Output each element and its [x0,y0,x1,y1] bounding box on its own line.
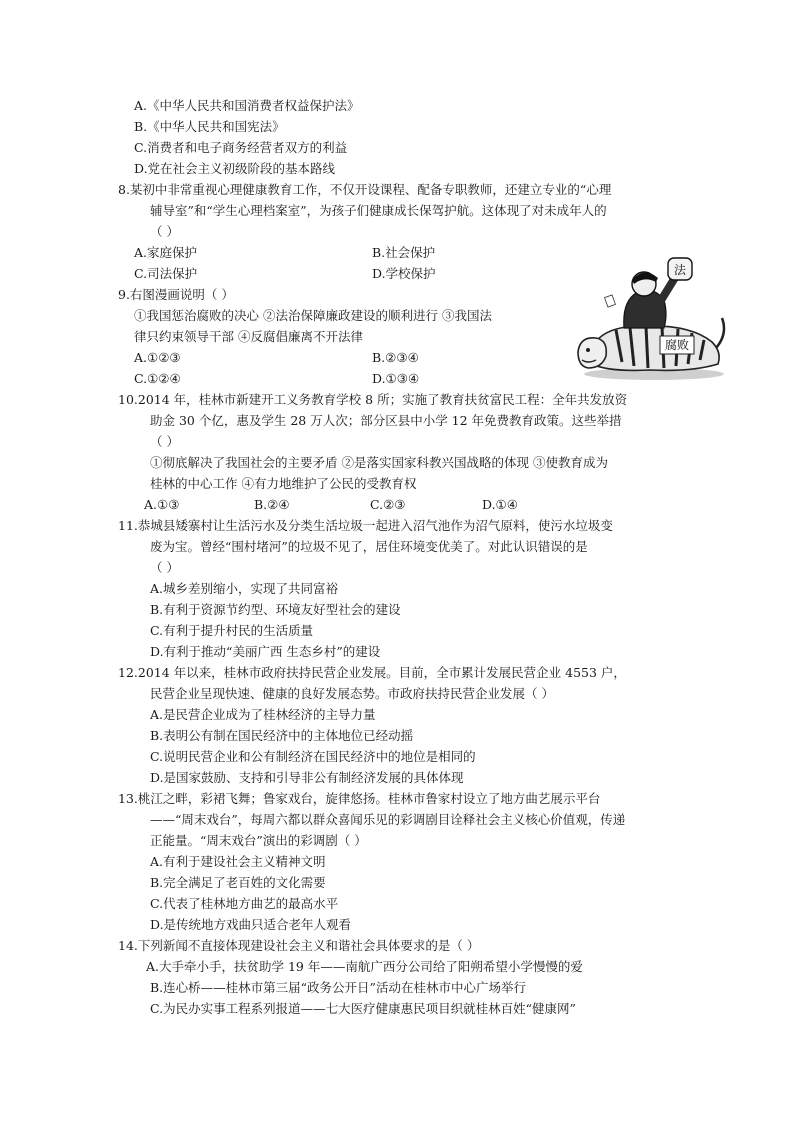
q13-stem-line-3: 正能量。“周末戏台”演出的彩调剧（ ） [150,833,367,848]
q13-stem-line-2: ——“周末戏台”，每周六都以群众喜闻乐见的彩调剧目诠释社会主义核心价值观，传递 [150,812,626,827]
q13-option-b: B.完全满足了老百姓的文化需要 [150,875,326,890]
q12-stem-line-2: 民营企业呈现快速、健康的良好发展态势。市政府扶持民营企业发展（ ） [150,686,554,701]
q10-option-d: D.①④ [482,497,518,512]
q13-option-d: D.是传统地方戏曲只适合老年人观看 [150,917,352,932]
tiger-tail [716,318,724,348]
q9-stem-line-3: 律只约束领导干部 ④反腐倡廉离不开法律 [134,329,363,344]
q14-option-c: C.为民办实事工程系列报道——七大医疗健康惠民项目织就桂林百姓“健康网” [150,1001,576,1016]
q10-stem-line-3: （ ） [150,434,179,449]
q8-option-b: B.社会保护 [372,245,436,260]
q11-option-d: D.有利于推动“美丽广西 生态乡村”的建设 [150,644,381,659]
q8-stem-line-2: 辅导室”和“学生心理档案室”，为孩子们健康成长保驾护航。这体现了对未成年人的 [150,203,607,218]
q13-option-a: A.有利于建设社会主义精神文明 [150,854,326,869]
q11-stem-line-1: 11.恭城县矮寨村让生活污水及分类生活垃圾一起进入沼气池作为沼气原料，使污水垃圾变 [118,518,613,533]
q10-stem-line-4: ①彻底解决了我国社会的主要矛盾 ②是落实国家科教兴国战略的体现 ③使教育成为 [150,455,608,470]
tiger-body [592,326,719,371]
q7-option-a: A.《中华人民共和国消费者权益保护法》 [134,98,360,113]
q9-option-d: D.①③④ [372,371,420,386]
q11-option-b: B.有利于资源节约型、环境友好型社会的建设 [150,602,401,617]
q8-stem-line-1: 8.某初中非常重视心理健康教育工作，不仅开设课程、配备专职教师，还建立专业的“心理 [118,182,612,197]
q9-option-b: B.②③④ [372,350,419,365]
flying-paper [605,295,616,307]
fist-label: 法 [673,263,687,277]
tiger-label: 腐败 [664,338,690,352]
q12-option-c: C.说明民营企业和公有制经济在国民经济中的地位是相同的 [150,749,476,764]
q9-stem-line-2: ①我国惩治腐败的决心 ②法治保障廉政建设的顺利进行 ③我国法 [134,308,492,323]
q12-option-d: D.是国家鼓励、支持和引导非公有制经济发展的具体体现 [150,770,464,785]
q10-stem-line-5: 桂林的中心工作 ④有力地维护了公民的受教育权 [150,476,417,491]
tiger-eye [586,348,590,352]
q9-option-c: C.①②④ [134,371,181,386]
q9-option-a: A.①②③ [134,350,181,365]
q10-option-a: A.①③ [144,497,180,512]
q7-option-d: D.党在社会主义初级阶段的基本路线 [134,161,336,176]
q8-option-c: C.司法保护 [134,266,198,281]
q8-stem-line-3: （ ） [150,224,179,239]
q14-option-a: A.大手牵小手，扶贫助学 19 年——南航广西分公司给了阳朔希望小学慢慢的爱 [146,959,583,974]
q11-option-a: A.城乡差别缩小，实现了共同富裕 [150,581,339,596]
q8-option-d: D.学校保护 [372,266,436,281]
q13-stem-line-1: 13.桃江之畔，彩裙飞舞；鲁家戏台，旋律悠扬。桂林市鲁家村设立了地方曲艺展示平台 [118,791,601,806]
tiger-head [578,338,606,368]
q7-option-b: B.《中华人民共和国宪法》 [134,119,285,134]
q12-option-a: A.是民营企业成为了桂林经济的主导力量 [150,707,376,722]
q12-stem-line-1: 12.2014 年以来，桂林市政府扶持民营企业发展。目前，全市累计发展民营企业 4553 户， [118,665,626,680]
q13-option-c: C.代表了桂林地方曲艺的最高水平 [150,896,339,911]
q14-stem-line-1: 14.下列新闻不直接体现建设社会主义和谐社会具体要求的是（ ） [118,938,480,953]
q8-option-a: A.家庭保护 [134,245,198,260]
q10-option-c: C.②③ [370,497,406,512]
q11-option-c: C.有利于提升村民的生活质量 [150,623,314,638]
q10-option-b: B.②④ [254,497,290,512]
q10-stem-line-1: 10.2014 年，桂林市新建开工义务教育学校 8 所；实施了教育扶贫富民工程：全年共发放资 [118,392,628,407]
q11-stem-line-3: （ ） [150,560,179,575]
q14-option-b: B.连心桥——桂林市第三届“政务公开日”活动在桂林市中心广场举行 [150,980,526,995]
q12-option-b: B.表明公有制在国民经济中的主体地位已经动摇 [150,728,414,743]
anti-corruption-cartoon [572,256,728,382]
q11-stem-line-2: 废为宝。曾经“围村堵河”的垃圾不见了，居住环境变优美了。对此认识错误的是 [150,539,588,554]
q9-stem-line-1: 9.右图漫画说明（ ） [118,287,234,302]
q10-stem-line-2: 助金 30 个亿，惠及学生 28 万人次；部分区县中小学 12 年免费教育政策。这些举措 [150,413,622,428]
q7-option-c: C.消费者和电子商务经营者双方的利益 [134,140,348,155]
